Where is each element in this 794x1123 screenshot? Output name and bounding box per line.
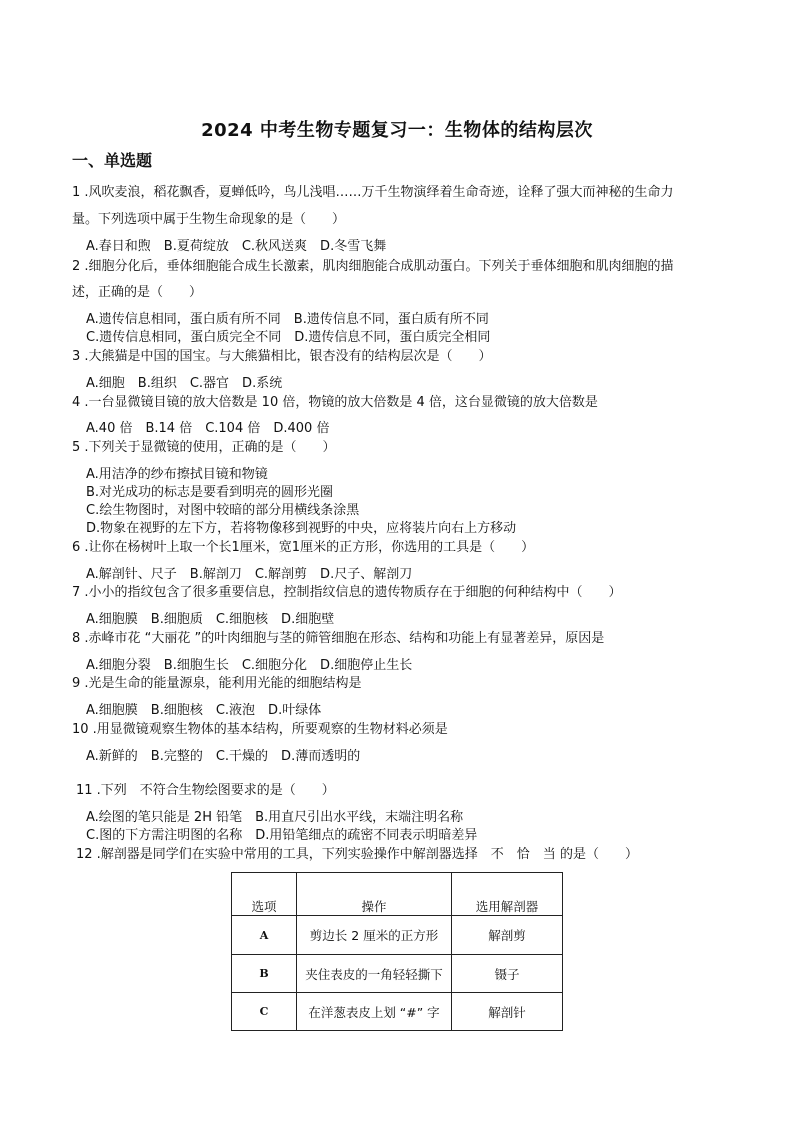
- question-11-options-line-2: C.图的下方需注明图的名称 D.用铅笔细点的疏密不同表示明暗差异: [86, 828, 478, 843]
- table-cell-tool: 解剖剪: [452, 916, 563, 955]
- table-header-cell: 操作: [297, 873, 452, 916]
- question-4-options: A.40 倍 B.14 倍 C.104 倍 D.400 倍: [86, 421, 330, 436]
- question-6-options: A.解剖针、尺子 B.解剖刀 C.解剖剪 D.尺子、解剖刀: [86, 567, 413, 582]
- table-cell-operation: 在洋葱表皮上划 “#” 字: [297, 993, 452, 1031]
- question-11-options-line-1: A.绘图的笔只能是 2H 铅笔 B.用直尺引出水平线，末端注明名称: [86, 810, 464, 825]
- question-5-option-d: D.物象在视野的左下方，若将物像移到视野的中央，应将装片向右上方移动: [86, 521, 517, 536]
- question-5-option-a: A.用洁净的纱布擦拭目镜和物镜: [86, 467, 268, 482]
- question-4-stem: 4 .一台显微镜目镜的放大倍数是 10 倍，物镜的放大倍数是 4 倍，这台显微镜的放大倍数是: [72, 395, 598, 410]
- table-header-row: [232, 873, 563, 916]
- question-7-stem: 7 .小小的指纹包含了很多重要信息，控制指纹信息的遗传物质存在于细胞的何种结构中（ ）: [72, 585, 622, 600]
- table-header-cell: 选用解剖器: [452, 873, 563, 916]
- question-7-options: A.细胞膜 B.细胞质 C.细胞核 D.细胞壁: [86, 612, 335, 627]
- question-10-stem: 10 .用显微镜观察生物体的基本结构，所要观察的生物材料必须是: [72, 722, 448, 737]
- table-cell-tool: 解剖针: [452, 993, 563, 1031]
- table-header-cell: 选项: [232, 873, 297, 916]
- table-cell-option: C: [232, 993, 297, 1031]
- table-cell-tool: 镊子: [452, 955, 563, 993]
- table-row: [232, 955, 563, 993]
- question-2-stem-line-1: 2 .细胞分化后，垂体细胞能合成生长激素，肌肉细胞能合成肌动蛋白。下列关于垂体细胞和肌肉细胞的描: [72, 259, 674, 274]
- question-3-options: A.细胞 B.组织 C.器官 D.系统: [86, 376, 283, 391]
- dissection-tools-table: [231, 872, 563, 1031]
- question-1-stem-line-1: 1 .风吹麦浪，稻花飘香，夏蝉低吟，鸟儿浅唱……万千生物演绎着生命奇迹，诠释了强大而神秘的生命力: [72, 185, 674, 200]
- question-2-stem-line-2: 述，正确的是（ ）: [72, 285, 203, 300]
- question-2-options-line-2: C.遗传信息相同，蛋白质完全不同 D.遗传信息不同，蛋白质完全相同: [86, 330, 491, 345]
- question-5-stem: 5 .下列关于显微镜的使用，正确的是（ ）: [72, 440, 336, 455]
- question-8-options: A.细胞分裂 B.细胞生长 C.细胞分化 D.细胞停止生长: [86, 658, 413, 673]
- table-cell-option: B: [232, 955, 297, 993]
- question-6-stem: 6 .让你在杨树叶上取一个长1厘米，宽1厘米的正方形，你选用的工具是（ ）: [72, 540, 535, 555]
- table-cell-option: A: [232, 916, 297, 955]
- question-1-stem-line-2: 量。下列选项中属于生物生命现象的是（ ）: [72, 212, 346, 227]
- question-5-option-c: C.绘生物图时，对图中较暗的部分用横线条涂黑: [86, 503, 360, 518]
- question-9-stem: 9 .光是生命的能量源泉，能利用光能的细胞结构是: [72, 676, 362, 691]
- section-heading: 一、单选题: [72, 151, 153, 170]
- question-2-options-line-1: A.遗传信息相同，蛋白质有所不同 B.遗传信息不同，蛋白质有所不同: [86, 312, 489, 327]
- table-cell-operation: 剪边长 2 厘米的正方形: [297, 916, 452, 955]
- question-5-option-b: B.对光成功的标志是要看到明亮的圆形光圈: [86, 485, 334, 500]
- question-1-options: A.春日和煦 B.夏荷绽放 C.秋风送爽 D.冬雪飞舞: [86, 239, 387, 254]
- table-cell-operation: 夹住表皮的一角轻轻撕下: [297, 955, 452, 993]
- question-12-stem: 12 .解剖器是同学们在实验中常用的工具，下列实验操作中解剖器选择 不 恰 当 的是（ ）: [76, 847, 638, 862]
- question-9-options: A.细胞膜 B.细胞核 C.液泡 D.叶绿体: [86, 703, 322, 718]
- question-11-stem: 11 .下列 不符合生物绘图要求的是（ ）: [76, 783, 335, 798]
- table-row: [232, 993, 563, 1031]
- question-8-stem: 8 .赤峰市花 “大丽花 ”的叶肉细胞与茎的筛管细胞在形态、结构和功能上有显著差异，原因是: [72, 631, 605, 646]
- table-row: [232, 916, 563, 955]
- question-3-stem: 3 .大熊猫是中国的国宝。与大熊猫相比，银杏没有的结构层次是（ ）: [72, 349, 492, 364]
- question-10-options: A.新鲜的 B.完整的 C.干燥的 D.薄而透明的: [86, 749, 361, 764]
- page-title: 2024 中考生物专题复习一：生物体的结构层次: [201, 120, 593, 141]
